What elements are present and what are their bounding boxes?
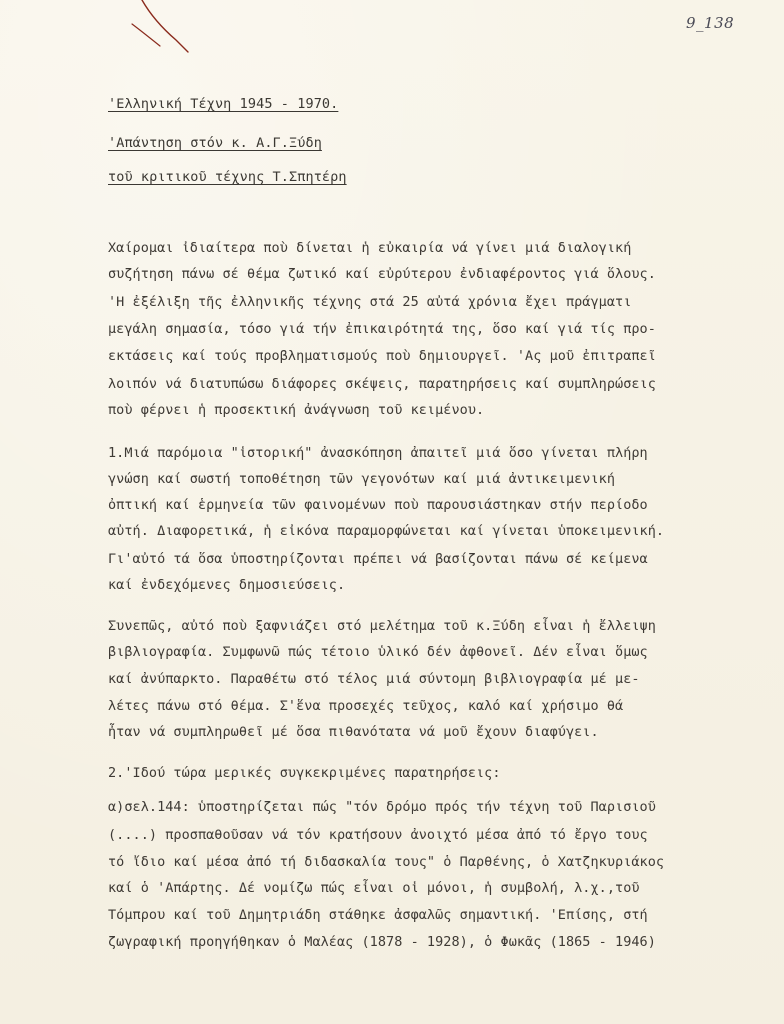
text-line: εκτάσεις καί τούς προβληματισμούς ποὺ δημιουργεῖ. 'Ας μοῦ ἐπιτραπεῖ — [108, 348, 656, 364]
text-line: Χαίρομαι ἰδιαίτερα ποὺ δίνεται ἡ εὐκαιρία νά γίνει μιά διαλογική — [108, 240, 632, 256]
text-line: ζωγραφική προηγήθηκαν ὁ Μαλέας (1878 - 1928), ὁ Φωκᾶς (1865 - 1946) — [108, 934, 656, 950]
text-line: λέτες πάνω στό θέμα. Σ'ἕνα προσεχές τεῦχος, καλό καί χρήσιμο θά — [108, 698, 624, 714]
text-line: 1.Μιά παρόμοια "ἱστορική" ἀνασκόπηση ἀπαιτεῖ μιά ὅσο γίνεται πλήρη — [108, 445, 648, 461]
text-line: (....) προσπαθοῦσαν νά τόν κρατήσουν ἀνοιχτό μέσα ἀπό τό ἔργο τους — [108, 827, 648, 843]
text-line: 'Η ἐξέλιξη τῆς ἐλληνικῆς τέχνης στά 25 αὐτά χρόνια ἔχει πράγματι — [108, 294, 632, 310]
text-line: καί ὁ 'Απάρτης. Δέ νομίζω πώς εἶναι οἱ μόνοι, ἡ συμβολή, λ.χ.,τοῦ — [108, 880, 640, 896]
text-line: βιβλιογραφία. Συμφωνῶ πώς τέτοιο ὑλικό δέν ἀφθονεῖ. Δέν εἶναι ὅμως — [108, 644, 648, 660]
text-line: καί ἀνύπαρκτο. Παραθέτω στό τέλος μιά σύντομη βιβλιογραφία μέ με- — [108, 671, 640, 687]
text-line: 2.'Ιδού τώρα μερικές συγκεκριμένες παρατηρήσεις: — [108, 765, 501, 781]
text-line: α)σελ.144: ὑποστηρίζεται πώς "τόν δρόμο πρός τήν τέχνη τοῦ Παρισιοῦ — [108, 799, 656, 815]
text-line: λοιπόν νά διατυπώσω διάφορες σκέψεις, παρατηρήσεις καί συμπληρώσεις — [108, 376, 656, 392]
page-reference-number: 9_138 — [686, 14, 735, 32]
pen-stroke-mark — [130, 0, 200, 70]
text-line: ὀπτική καί ἑρμηνεία τῶν φαινομένων ποὺ παρουσιάστηκαν στήν περίοδο — [108, 497, 648, 513]
text-line: Γι'αὐτό τά ὅσα ὑποστηρίζονται πρέπει νά βασίζονται πάνω σέ κείμενα — [108, 551, 648, 567]
text-line: Τόμπρου καί τοῦ Δημητριάδη στάθηκε ἀσφαλῶς σημαντική. 'Επίσης, στή — [108, 907, 648, 923]
text-line: μεγάλη σημασία, τόσο γιά τήν ἐπικαιρότητά της, ὅσο καί γιά τίς προ- — [108, 321, 656, 337]
text-line: γνώση καί σωστή τοποθέτηση τῶν γεγονότων καί μιά ἀντικειμενική — [108, 471, 616, 487]
heading-author-line: τοῦ κριτικοῦ τέχνης Τ.Σπητέρη — [108, 169, 347, 185]
text-line: ἦταν νά συμπληρωθεῖ μέ ὅσα πιθανότατα νά μοῦ ἔχουν διαφύγει. — [108, 724, 599, 740]
text-line: αὐτή. Διαφορετικά, ἡ εἰκόνα παραμορφώνεται καί γίνεται ὑποκειμενική. — [108, 523, 665, 539]
text-line: τό ἴδιο καί μέσα ἀπό τή διδασκαλία τους" ὁ Παρθένης, ὁ Χατζηκυριάκος — [108, 854, 665, 870]
text-line: ποὺ φέρνει ἡ προσεκτική ἀνάγνωση τοῦ κειμένου. — [108, 402, 485, 418]
text-line: συζήτηση πάνω σέ θέμα ζωτικό καί εὐρύτερου ἐνδιαφέροντος γιά ὅλους. — [108, 266, 656, 282]
heading-reply-line: 'Απάντηση στόν κ. Α.Γ.Ξύδη — [108, 135, 322, 151]
heading-title: 'Ελληνική Τέχνη 1945 - 1970. — [108, 96, 339, 112]
text-line: καί ἐνδεχόμενες δημοσιεύσεις. — [108, 577, 346, 593]
text-line: Συνεπῶς, αὐτό ποὺ ξαφνιάζει στό μελέτημα τοῦ κ.Ξύδη εἶναι ἡ ἔλλειψη — [108, 618, 656, 634]
